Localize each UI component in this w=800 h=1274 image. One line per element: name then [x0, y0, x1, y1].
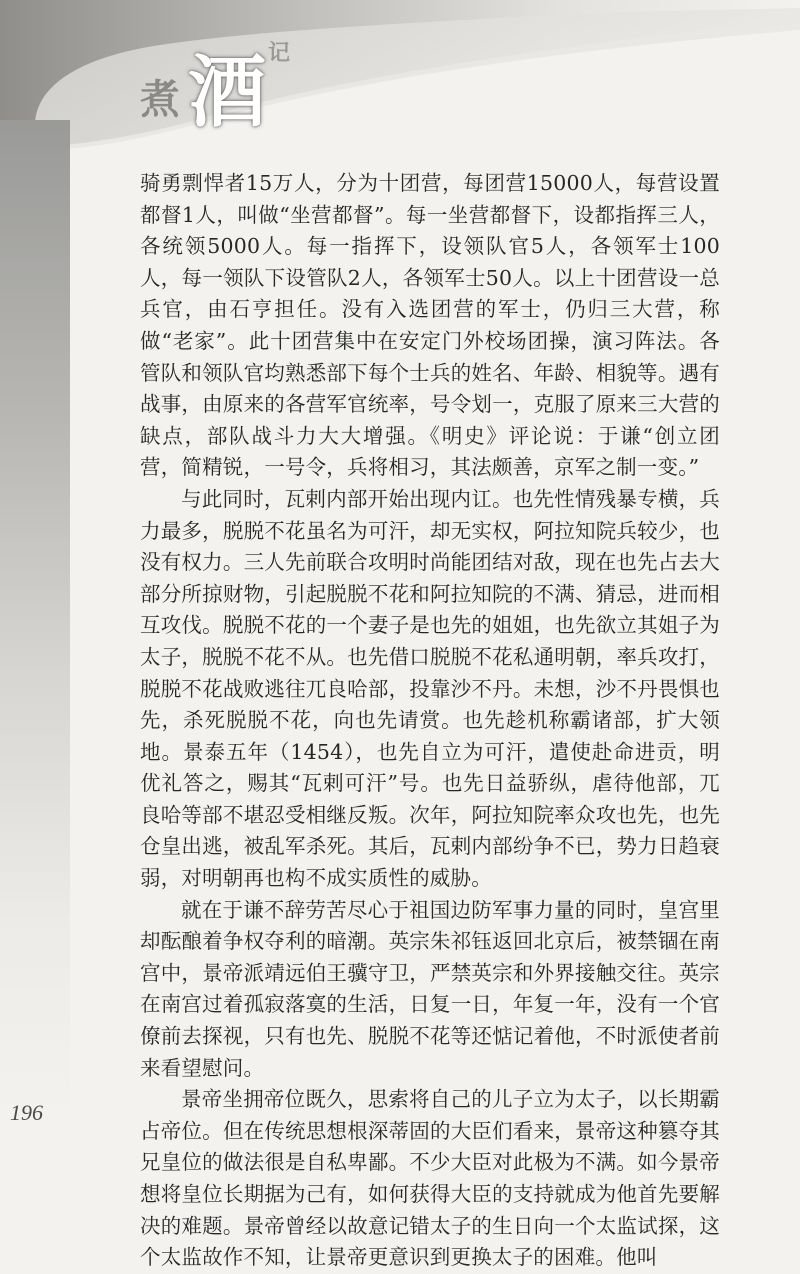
chapter-title-char-2: 记 [268, 40, 291, 66]
page-number: 196 [10, 1100, 43, 1125]
header-decoration [0, 0, 800, 150]
chapter-title-char-1: 煮 [140, 76, 182, 123]
body-text [140, 168, 720, 1274]
paragraph-1: 骑勇剽悍者15万人，分为十团营，每团营15000人，每营设置都督1人，叫做“坐营都督”。每一坐营都督下，设都指挥三人，各统领5000人。每一指挥下，设领队官5人，各领军士100人，每一领队下设管队2人，各领军士50人。以上十团营设一总兵官，由石亨担任。没有入选团营的军士，仍归三大营，称做“老家”。此十团营集中在安定门外校场团操，演习阵法。各管队和领队官均熟悉部下每个士兵的姓名、年龄、相貌等。遇有战事，由原来的各营军官统率，号令划一，克服了原来三大营的缺点，部队战斗力大大增强。《明史》评论说：于谦“创立团营，简精锐，一号令，兵将相习，其法颇善，京军之制一变。” [140, 171, 720, 480]
chapter-title-main-char: 酒 [188, 47, 267, 138]
paragraph-4: 景帝坐拥帝位既久，思索将自己的儿子立为太子，以长期霸占帝位。但在传统思想根深蒂固的大臣们看来，景帝这种篡夺其兄皇位的做法很是自私卑鄙。不少大臣对此极为不满。如今景帝想将皇位长期据为己有，如何获得大臣的支持就成为他首先要解决的难题。景帝曾经以故意记错太子的生日向一个太监试探，这个太监故作不知，让景帝更意识到更换太子的困难。他叫 [140, 1087, 720, 1270]
left-decorative-strip [0, 120, 70, 1120]
paragraph-3: 就在于谦不辞劳苦尽心于祖国边防军事力量的同时，皇宫里却酝酿着争权夺利的暗潮。英宗朱祁钰返回北京后，被禁锢在南宫中，景帝派靖远伯王骥守卫，严禁英宗和外界接触交往。英宗在南宫过着孤寂落寞的生活，日复一日，年复一年，没有一个官僚前去探视，只有也先、脱脱不花等还惦记着他，不时派使者前来看望慰问。 [140, 897, 720, 1080]
paragraph-2: 与此同时，瓦剌内部开始出现内讧。也先性情残暴专横，兵力最多，脱脱不花虽名为可汗，却无实权，阿拉知院兵较少，也没有权力。三人先前联合攻明时尚能团结对敌，现在也先占去大部分所掠财物，引起脱脱不花和阿拉知院的不满、猜忌，进而相互攻伐。脱脱不花的一个妻子是也先的姐姐，也先欲立其姐子为太子，脱脱不花不从。也先借口脱脱不花私通明朝，率兵攻打，脱脱不花战败逃往兀良哈部，投靠沙不丹。未想，沙不丹畏惧也先，杀死脱脱不花，向也先请赏。也先趁机称霸诸部，扩大领地。景泰五年（1454），也先自立为可汗，遣使赴命进贡，明优礼答之，赐其“瓦剌可汗”号。也先日益骄纵，虐待他部，兀良哈等部不堪忍受相继反叛。次年，阿拉知院率众攻也先，也先仓皇出逃，被乱军杀死。其后，瓦剌内部纷争不已，势力日趋衰弱，对明朝再也构不成实质性的威胁。 [140, 486, 720, 891]
